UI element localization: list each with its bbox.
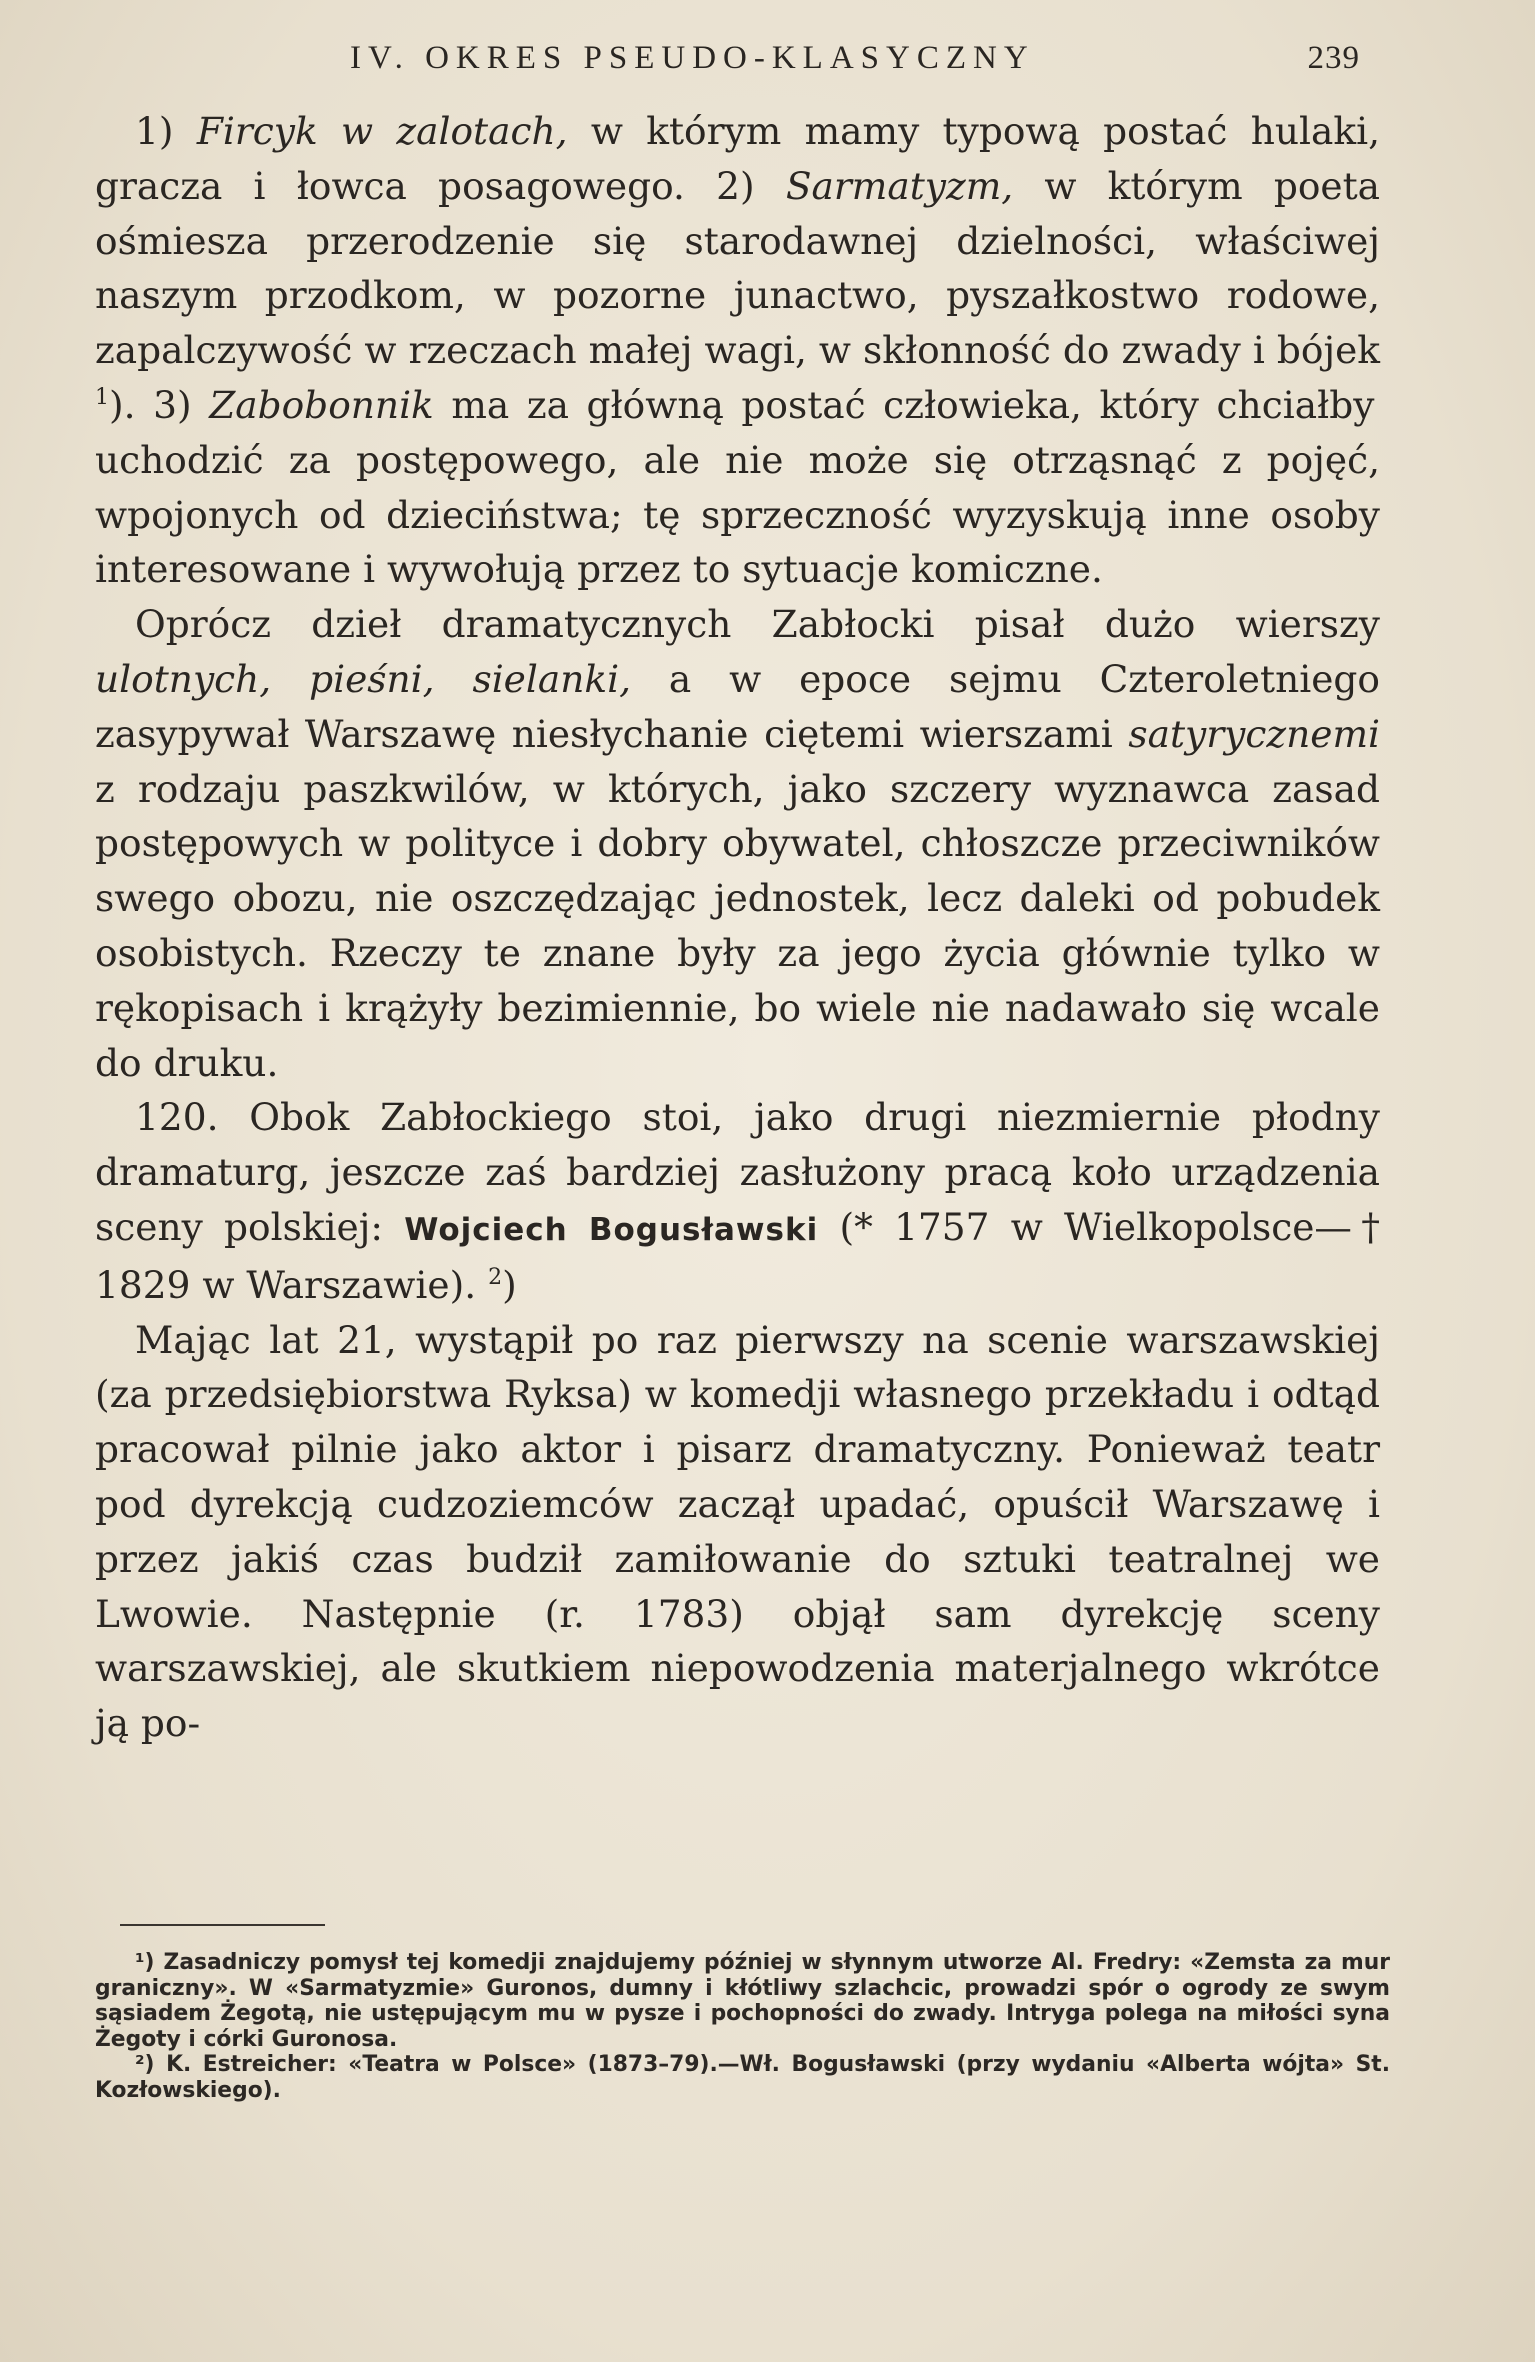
footnote-2 <box>95 2052 1390 2103</box>
text-run: Mając lat 21, wystąpił po raz pierwszy na scenie warszawskiej (za przedsiębiorstwa Ryksa) w komedji własnego przekładu i odtąd pracował pilnie jako aktor i pisarz dramatyczny. Ponieważ teatr pod dyrekcją cudzoziemców zaczął upadać, opuścił Warszawę i przez jakiś czas budził zamiłowanie do sztuki teatralnej we Lwowie. Następnie (r. 1783) objął sam dyrekcję sceny warszawskiej, ale skutkiem niepowodzenia materjalnego wkrótce ją po- <box>95 1317 1380 1746</box>
text-run: ma za główną postać człowieka, który chciałby uchodzić za postępowego, ale nie może się otrząsnąć z pojęć, wpojonych od dzieciństwa; tę sprzeczność wyzyskują inne osoby interesowane i wywołują przez to sytuacje komiczne. <box>95 382 1380 592</box>
footnote-1 <box>95 1950 1390 2052</box>
item-number: 2) <box>716 163 755 208</box>
paragraph-section-120 <box>95 1090 1380 1312</box>
page-header <box>350 40 1360 90</box>
text-run: (* 1757 w Wielkopolsce—† 1829 w Warszawie). <box>95 1204 1380 1307</box>
text-run: Oprócz dzieł dramatycznych Zabłocki pisał dużo wierszy <box>135 602 1380 647</box>
item-number: 3) <box>153 382 192 427</box>
footnote-text: Zasadniczy pomysł tej komedji znajdujemy później w słynnym utworze Al. Fredry: «Zemsta za mur graniczny». W «Sarmatyzmie» Guronos, dumny i kłótliwy szlachcic, prowadzi spór o ogrody ze swym sąsiadem Żegotą, nie ustępującym mu w pysze i pochopności do zwady. Intryga polega na miłości syna Żegoty i córki Guronosa. <box>95 1950 1390 2052</box>
paragraph-biography <box>95 1313 1380 1751</box>
paragraph-poems <box>95 597 1380 1090</box>
running-title: IV. OKRES PSEUDO-KLASYCZNY <box>350 40 1035 76</box>
footnote-text: K. Estreicher: «Teatra w Polsce» (1873–79).—Wł. Bogusławski (przy wydaniu «Alberta wójta» St. Kozłowskiego). <box>95 2052 1390 2103</box>
text-run: ) <box>502 1262 517 1307</box>
page-number: 239 <box>1307 40 1360 76</box>
footnote-marker: 2 <box>488 1264 503 1290</box>
italic-run: ulotnych, pieśni, sielanki, <box>95 656 632 701</box>
paragraph-comedies <box>95 104 1380 597</box>
text-run: 120. Obok Zabłockiego stoi, jako drugi niezmiernie płodny dramaturg, jeszcze zaś bardziej zasłużony pracą koło urządzenia sceny polskiej: <box>95 1095 1380 1249</box>
footnotes <box>95 1950 1390 2103</box>
work-title: Fircyk w zalotach, <box>196 109 568 153</box>
main-text <box>95 104 1380 1751</box>
item-number: 1) <box>135 109 174 153</box>
footnote-divider <box>120 1924 325 1926</box>
text-run: z rodzaju paszkwilów, w których, jako szczery wyznawca zasad postępowych w polityce i dobry obywatel, chłoszcze przeciwników swego obozu, nie oszczędzając jednostek, lecz daleki od pobudek osobistych. Rzeczy te znane były za jego życia głównie tylko w rękopisach i krążyły bezimiennie, bo wiele nie nadawało się wcale do druku. <box>95 766 1380 1085</box>
footnote-marker: 1 <box>95 384 109 410</box>
footnote-mark: ¹) <box>135 1950 155 1975</box>
work-title: Sarmatyzm, <box>785 163 1014 208</box>
person-name: Wojciech Bogusławski <box>404 1211 819 1248</box>
footnote-mark: ²) <box>135 2052 155 2077</box>
text-run: ). <box>109 382 136 427</box>
text-run: a w epoce sejmu Czteroletniego zasypywał Warszawę niesłychanie ciętemi wierszami <box>95 656 1380 756</box>
text-run: w którym poeta ośmiesza przerodzenie się starodawnej dzielności, właściwej naszym przodkom, w pozorne junactwo, pyszałkostwo rodowe, zapalczywość w rzeczach małej wagi, w skłonność do zwady i bójek <box>95 163 1381 373</box>
work-title: Zabobonnik <box>209 382 434 427</box>
text-run: w którym mamy typową postać hulaki, gracza i łowca posagowego. <box>95 109 1380 208</box>
italic-run: satyrycznemi <box>1128 711 1380 756</box>
